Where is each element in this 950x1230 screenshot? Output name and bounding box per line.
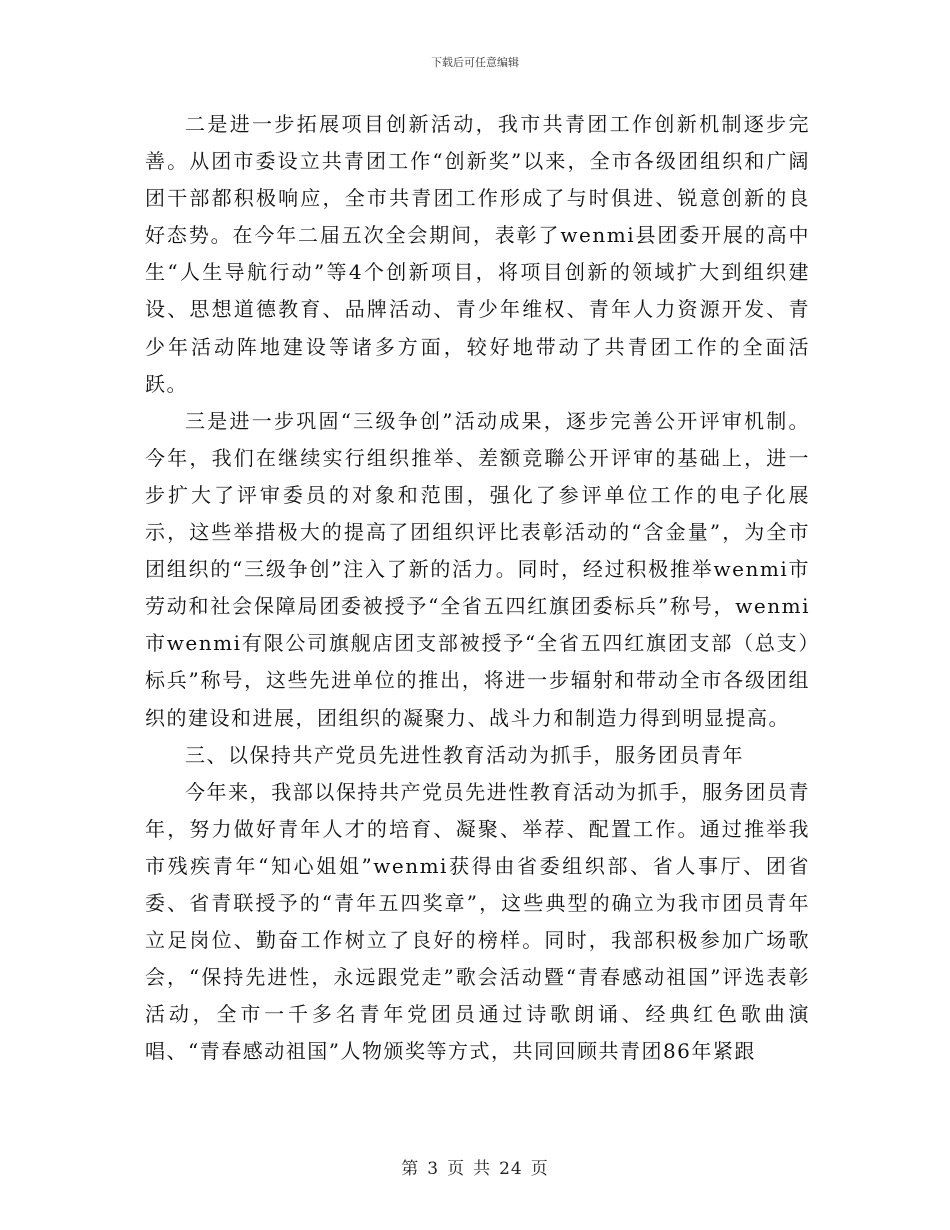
footer-gong: 共 — [473, 1159, 492, 1179]
footer-page-number: 3 — [427, 1159, 440, 1179]
page-footer — [0, 1154, 950, 1179]
paragraph-service: 今年来，我部以保持共产党员先进性教育活动为抓手，服务团员青年，努力做好青年人才的培育、凝聚、举荐、配置工作。通过推举我市残疾青年“知心姐姐”wenmi获得由省委组织部、省人事厅、团省委、省青联授予的“青年五四奖章”，这些典型的确立为我市团员青年立足岗位、勤奋工作树立了良好的榜样。同时，我部积极参加广场歌会，“保持先进性，永远跟党走”歌会活动暨“青春感动祖国”评选表彰活动，全市一千多名青年党团员通过诗歌朗诵、经典红色歌曲演唱、“青春感动祖国”人物颁奖等方式，共同回顾共青团86年紧跟 — [145, 779, 810, 1064]
footer-ye: 页 — [447, 1159, 466, 1179]
section-heading: 三、以保持共产党员先进性教育活动为抓手，服务团员青年 — [185, 742, 744, 767]
document-body — [145, 106, 810, 1070]
page-header-note: 下载后可任意编辑 — [431, 56, 519, 69]
paragraph-three-level: 三是进一步巩固“三级争创”活动成果，逐步完善公开评审机制。今年，我们在继续实行组织推举、差额竞聯公开评审的基础上，进一步扩大了评审委员的对象和范围，强化了参评单位工作的电子化展示，这些举措极大的提高了团组织评比表彰活动的“含金量”，为全市团组织的“三级争创”注入了新的活力。同时，经过积极推举wenmi市劳动和社会保障局团委被授予“全省五四红旗团委标兵”称号，wenmi市wenmi有限公司旗舰店团支部被授予“全省五四红旗团支部（总支）标兵”称号，这些先进单位的推出，将进一步辐射和带动全市各级团组织的建设和进展，团组织的凝聚力、战斗力和制造力得到明显提高。 — [145, 408, 810, 730]
footer-total-pages: 24 — [499, 1159, 523, 1179]
footer-di: 第 — [401, 1159, 420, 1179]
paragraph-innovation: 二是进一步拓展项目创新活动，我市共青团工作创新机制逐步完善。从团市委设立共青团工作“创新奖”以来，全市各级团组织和广阔团干部都积极响应，全市共青团工作形成了与时俱进、锐意创新的良好态势。在今年二届五次全会期间，表彰了wenmi县团委开展的高中生“人生导航行动”等4个创新项目，将项目创新的领域扩大到组织建设、思想道德教育、品牌活动、青少年维权、青年人力资源开发、青少年活动阵地建设等诸多方面，较好地带动了共青团工作的全面活跃。 — [145, 112, 810, 396]
footer-ye-end: 页 — [530, 1159, 549, 1179]
